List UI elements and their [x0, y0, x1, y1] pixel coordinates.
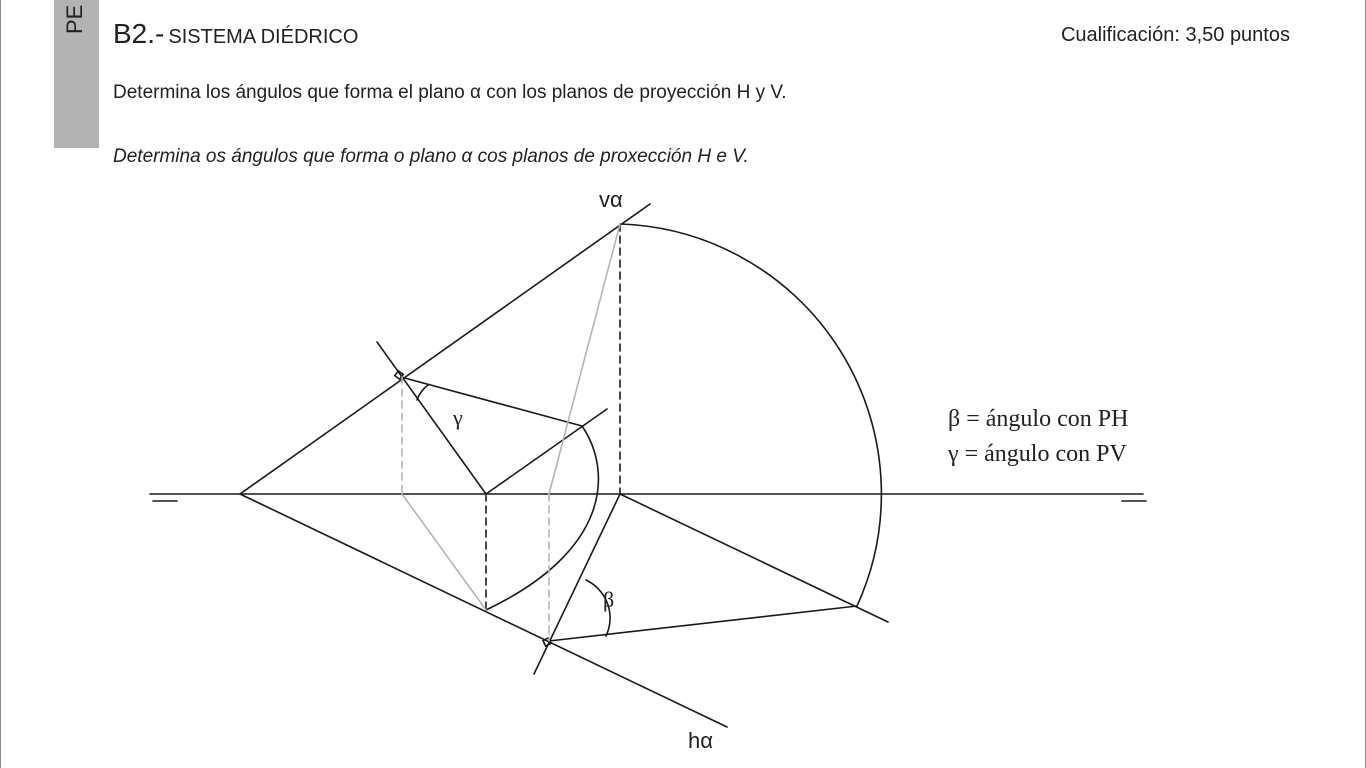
exercise-title: SISTEMA DIÉDRICO — [168, 26, 359, 48]
beta-rotation-arc — [620, 224, 881, 606]
horizontal-trace-line — [240, 494, 727, 727]
h-alpha-label: hα — [688, 728, 713, 753]
instruction-galician: Determina os ángulos que forma o plano α cos planos de proxección H e V. — [113, 146, 749, 167]
exercise-score: Cualificación: 3,50 puntos — [1060, 24, 1290, 46]
exercise-code: B2. — [113, 18, 156, 49]
perpendicular-to-v-trace — [377, 342, 486, 494]
beta-rotated-line — [549, 606, 857, 641]
legend-beta: β = ángulo con PH — [948, 406, 1129, 432]
rotation-axis-line — [486, 409, 607, 494]
perpendicular-to-h-trace — [534, 494, 620, 674]
right-angle-marker-bottom — [543, 638, 551, 646]
construction-line-grey — [402, 494, 486, 610]
gamma-angle-arc — [417, 385, 428, 400]
exercise-code-separator: - — [155, 18, 165, 49]
beta-label: β — [603, 587, 615, 612]
construction-line-grey — [549, 224, 620, 494]
v-alpha-label: vα — [599, 187, 623, 212]
side-tab-label: PE — [62, 4, 87, 34]
vertical-trace-line — [240, 204, 650, 494]
gamma-label: γ — [453, 405, 463, 430]
legend-gamma: γ = ángulo con PV — [948, 441, 1127, 467]
beta-hinge-line — [620, 494, 888, 622]
instruction-spanish: Determina los ángulos que forma el plano α con los planos de proyección H y V. — [113, 82, 787, 103]
